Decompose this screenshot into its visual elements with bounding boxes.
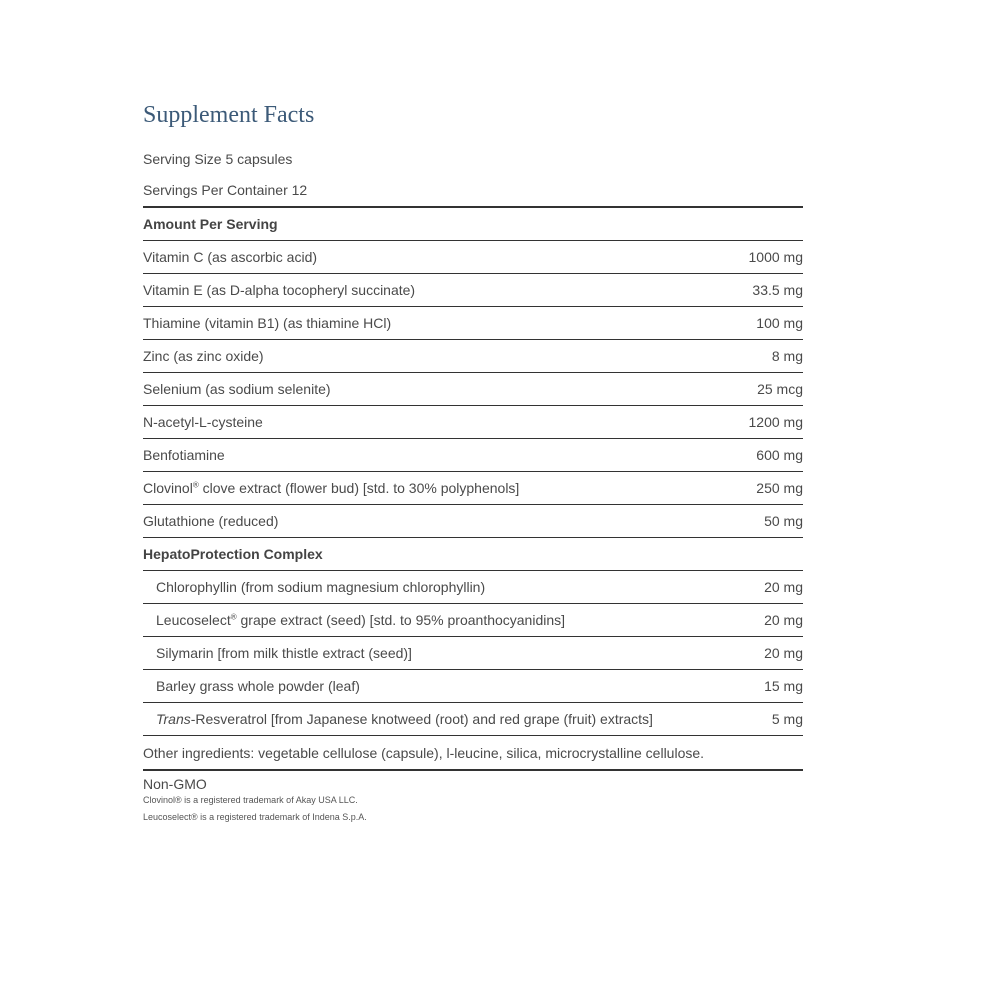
ingredient-amount: 1000 mg [748, 249, 803, 265]
ingredient-name: N-acetyl-L-cysteine [143, 414, 263, 430]
ingredient-name [143, 480, 519, 496]
ingredient-amount: 25 mcg [757, 381, 803, 397]
ingredient-amount: 250 mg [756, 480, 803, 496]
table-row [143, 703, 803, 736]
panel-title: Supplement Facts [143, 102, 315, 128]
ingredient-amount: 600 mg [756, 447, 803, 463]
ingredient-name-part: clove extract (flower bud) [std. to 30% polyphenols] [198, 480, 520, 496]
table-row [143, 472, 803, 505]
ingredient-name-part: grape extract (seed) [std. to 95% proanthocyanidins] [236, 612, 566, 628]
ingredient-name-part: Clovinol [143, 480, 193, 496]
ingredient-amount: 50 mg [764, 513, 803, 529]
ingredient-amount: 100 mg [756, 315, 803, 331]
ingredient-name: Chlorophyllin (from sodium magnesium chlorophyllin) [156, 579, 486, 595]
ingredient-amount: 8 mg [771, 348, 803, 364]
ingredient-name [143, 711, 653, 727]
ingredient-amount: 20 mg [764, 612, 803, 628]
ingredient-name: Vitamin E (as D-alpha tocopheryl succinate) [143, 282, 416, 298]
table-row [143, 241, 803, 274]
amount-header-label: Amount Per Serving [143, 216, 278, 232]
table-row [143, 406, 803, 439]
table-row [143, 505, 803, 538]
registered-mark: ® [192, 480, 199, 490]
table-row [143, 571, 803, 604]
complex-label: HepatoProtection Complex [143, 546, 323, 562]
ingredient-name: Silymarin [from milk thistle extract (seed)] [156, 645, 412, 661]
non-gmo-label: Non-GMO [143, 776, 207, 792]
ingredient-amount: 20 mg [764, 579, 803, 595]
servings-per-container: Servings Per Container 12 [143, 182, 308, 198]
ingredient-name: Thiamine (vitamin B1) (as thiamine HCl) [143, 315, 392, 331]
table-row [143, 670, 803, 703]
footnote-clovinol: Clovinol® is a registered trademark of Akay USA LLC. [143, 795, 358, 805]
ingredient-name: Benfotiamine [143, 447, 225, 463]
footnote-leucoselect: Leucoselect® is a registered trademark of Indena S.p.A. [143, 812, 367, 822]
supplement-facts-panel [143, 98, 803, 826]
ingredient-amount: 15 mg [764, 678, 803, 694]
ingredient-amount: 33.5 mg [752, 282, 803, 298]
ingredient-amount: 20 mg [764, 645, 803, 661]
ingredient-name: Glutathione (reduced) [143, 513, 279, 529]
serving-size: Serving Size 5 capsules [143, 151, 293, 167]
amount-per-serving-header [143, 208, 803, 241]
table-row [143, 373, 803, 406]
ingredient-name-part: Leucoselect [156, 612, 231, 628]
table-row [143, 439, 803, 472]
complex-header [143, 538, 803, 571]
ingredient-name: Selenium (as sodium selenite) [143, 381, 331, 397]
ingredient-name: Barley grass whole powder (leaf) [156, 678, 360, 694]
ingredient-name-part: -Resveratrol [from Japanese knotweed (root) and red grape (fruit) extracts] [190, 711, 653, 727]
ingredient-name: Vitamin C (as ascorbic acid) [143, 249, 318, 265]
ingredient-amount: 1200 mg [748, 414, 803, 430]
other-ingredients-row [143, 736, 803, 771]
table-row [143, 604, 803, 637]
registered-mark: ® [230, 612, 237, 622]
table-row [143, 637, 803, 670]
other-ingredients: Other ingredients: vegetable cellulose (capsule), l-leucine, silica, microcrystalline cellulose. [143, 744, 705, 761]
ingredient-name-part: Trans [156, 711, 191, 727]
ingredient-name: Zinc (as zinc oxide) [143, 348, 264, 364]
facts-table [143, 206, 803, 771]
table-row [143, 307, 803, 340]
ingredient-amount: 5 mg [771, 711, 803, 727]
ingredient-name [143, 612, 565, 628]
table-row [143, 340, 803, 373]
table-row [143, 274, 803, 307]
